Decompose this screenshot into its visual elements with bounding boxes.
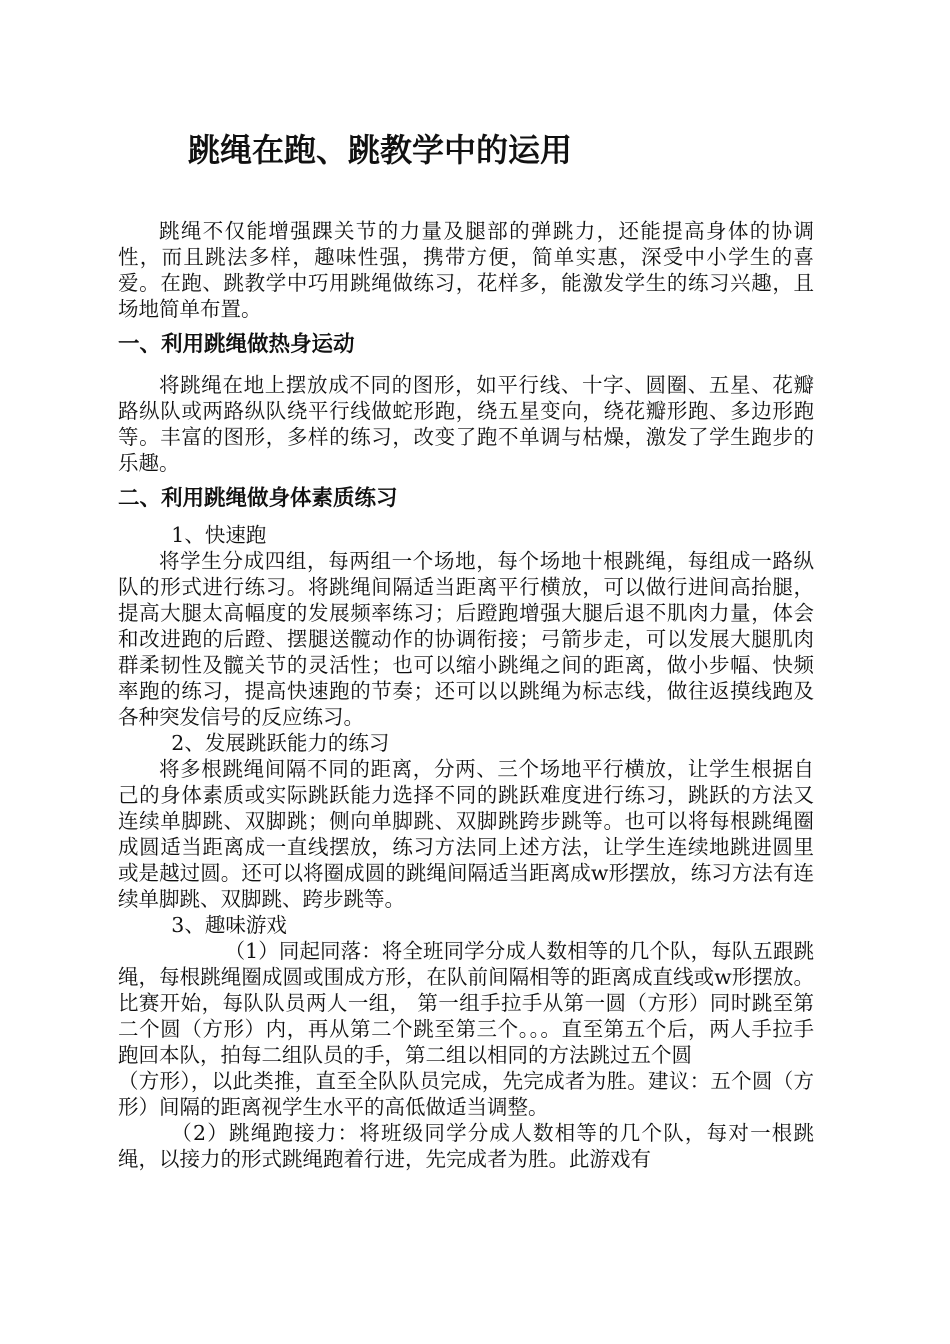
jumping-paragraph: 将多根跳绳间隔不同的距离，分两、三个场地平行横放，让学生根据自己的身体素质或实际跳跃能力选择不同的跳跃难度进行练习，跳跃的方法又连续单脚跳、双脚跳；侧向单脚跳、双脚跳跨步跳等。也可以将每根跳绳圈成圆适当距离成一直线摆放，练习方法同上述方法，让学生连续地跳进圆里或是越过圆。还可以将圈成圆的跳绳间隔适当距离成w形摆放，练习方法有连续单脚跳、双脚跳、跨步跳等。 xyxy=(118,757,814,911)
section-heading-fitness: 二、利用跳绳做身体素质练习 xyxy=(118,486,398,511)
subheading-jumping: 2、发展跳跃能力的练习 xyxy=(171,731,390,755)
game2-paragraph: （2）跳绳跑接力：将班级同学分成人数相等的几个队，每对一根跳绳，以接力的形式跳绳跑着行进，先完成者为胜。此游戏有 xyxy=(118,1121,814,1171)
section-heading-warmup: 一、利用跳绳做热身运动 xyxy=(118,332,355,357)
subheading-games: 3、趣味游戏 xyxy=(171,913,287,937)
sprint-paragraph: 将学生分成四组，每两组一个场地，每个场地十根跳绳，每组成一路纵队的形式进行练习。将跳绳间隔适当距离平行横放，可以做行进间高抬腿，提高大腿太高幅度的发展频率练习；后蹬跑增强大腿后退不肌肉力量，体会和改进跑的后蹬、摆腿送髋动作的协调衔接；弓箭步走，可以发展大腿肌肉群柔韧性及髋关节的灵活性；也可以缩小跳绳之间的距离，做小步幅、快频率跑的练习，提高快速跑的节奏；还可以以跳绳为标志线，做往返摸线跑及各种突发信号的反应练习。 xyxy=(118,549,814,729)
document-body xyxy=(118,218,814,1172)
document-title: 跳绳在跑、跳教学中的运用 xyxy=(188,131,573,169)
game1-paragraph: （1）同起同落：将全班同学分成人数相等的几个队，每队五跟跳绳，每根跳绳圈成圆或围成方形，在队前间隔相等的距离成直线或w形摆放。比赛开始，每队队员两人一组， 第一组手拉手从第一圆（方形）同时跳至第二个圆（方形）内，再从第二个跳至第三个。。。直至第五个后，两人手拉手跑回本队，拍每二组队员的手，第二组以相同的方法跳过五个圆 xyxy=(118,939,814,1067)
subheading-sprint: 1、快速跑 xyxy=(171,523,267,547)
intro-paragraph: 跳绳不仅能增强踝关节的力量及腿部的弹跳力，还能提高身体的协调性，而且跳法多样，趣味性强，携带方便，简单实惠，深受中小学生的喜爱。在跑、跳教学中巧用跳绳做练习，花样多，能激发学生的练习兴趣，且场地简单布置。 xyxy=(118,219,814,321)
warmup-paragraph: 将跳绳在地上摆放成不同的图形，如平行线、十字、圆圈、五星、花瓣路纵队或两路纵队绕平行线做蛇形跑，绕五星变向，绕花瓣形跑、多边形跑等。丰富的图形，多样的练习，改变了跑不单调与枯燥，激发了学生跑步的乐趣。 xyxy=(118,373,814,475)
game1-continued-paragraph: （方形），以此类推，直至全队队员完成，先完成者为胜。建议：五个圆（方形）间隔的距离视学生水平的高低做适当调整。 xyxy=(118,1069,814,1119)
